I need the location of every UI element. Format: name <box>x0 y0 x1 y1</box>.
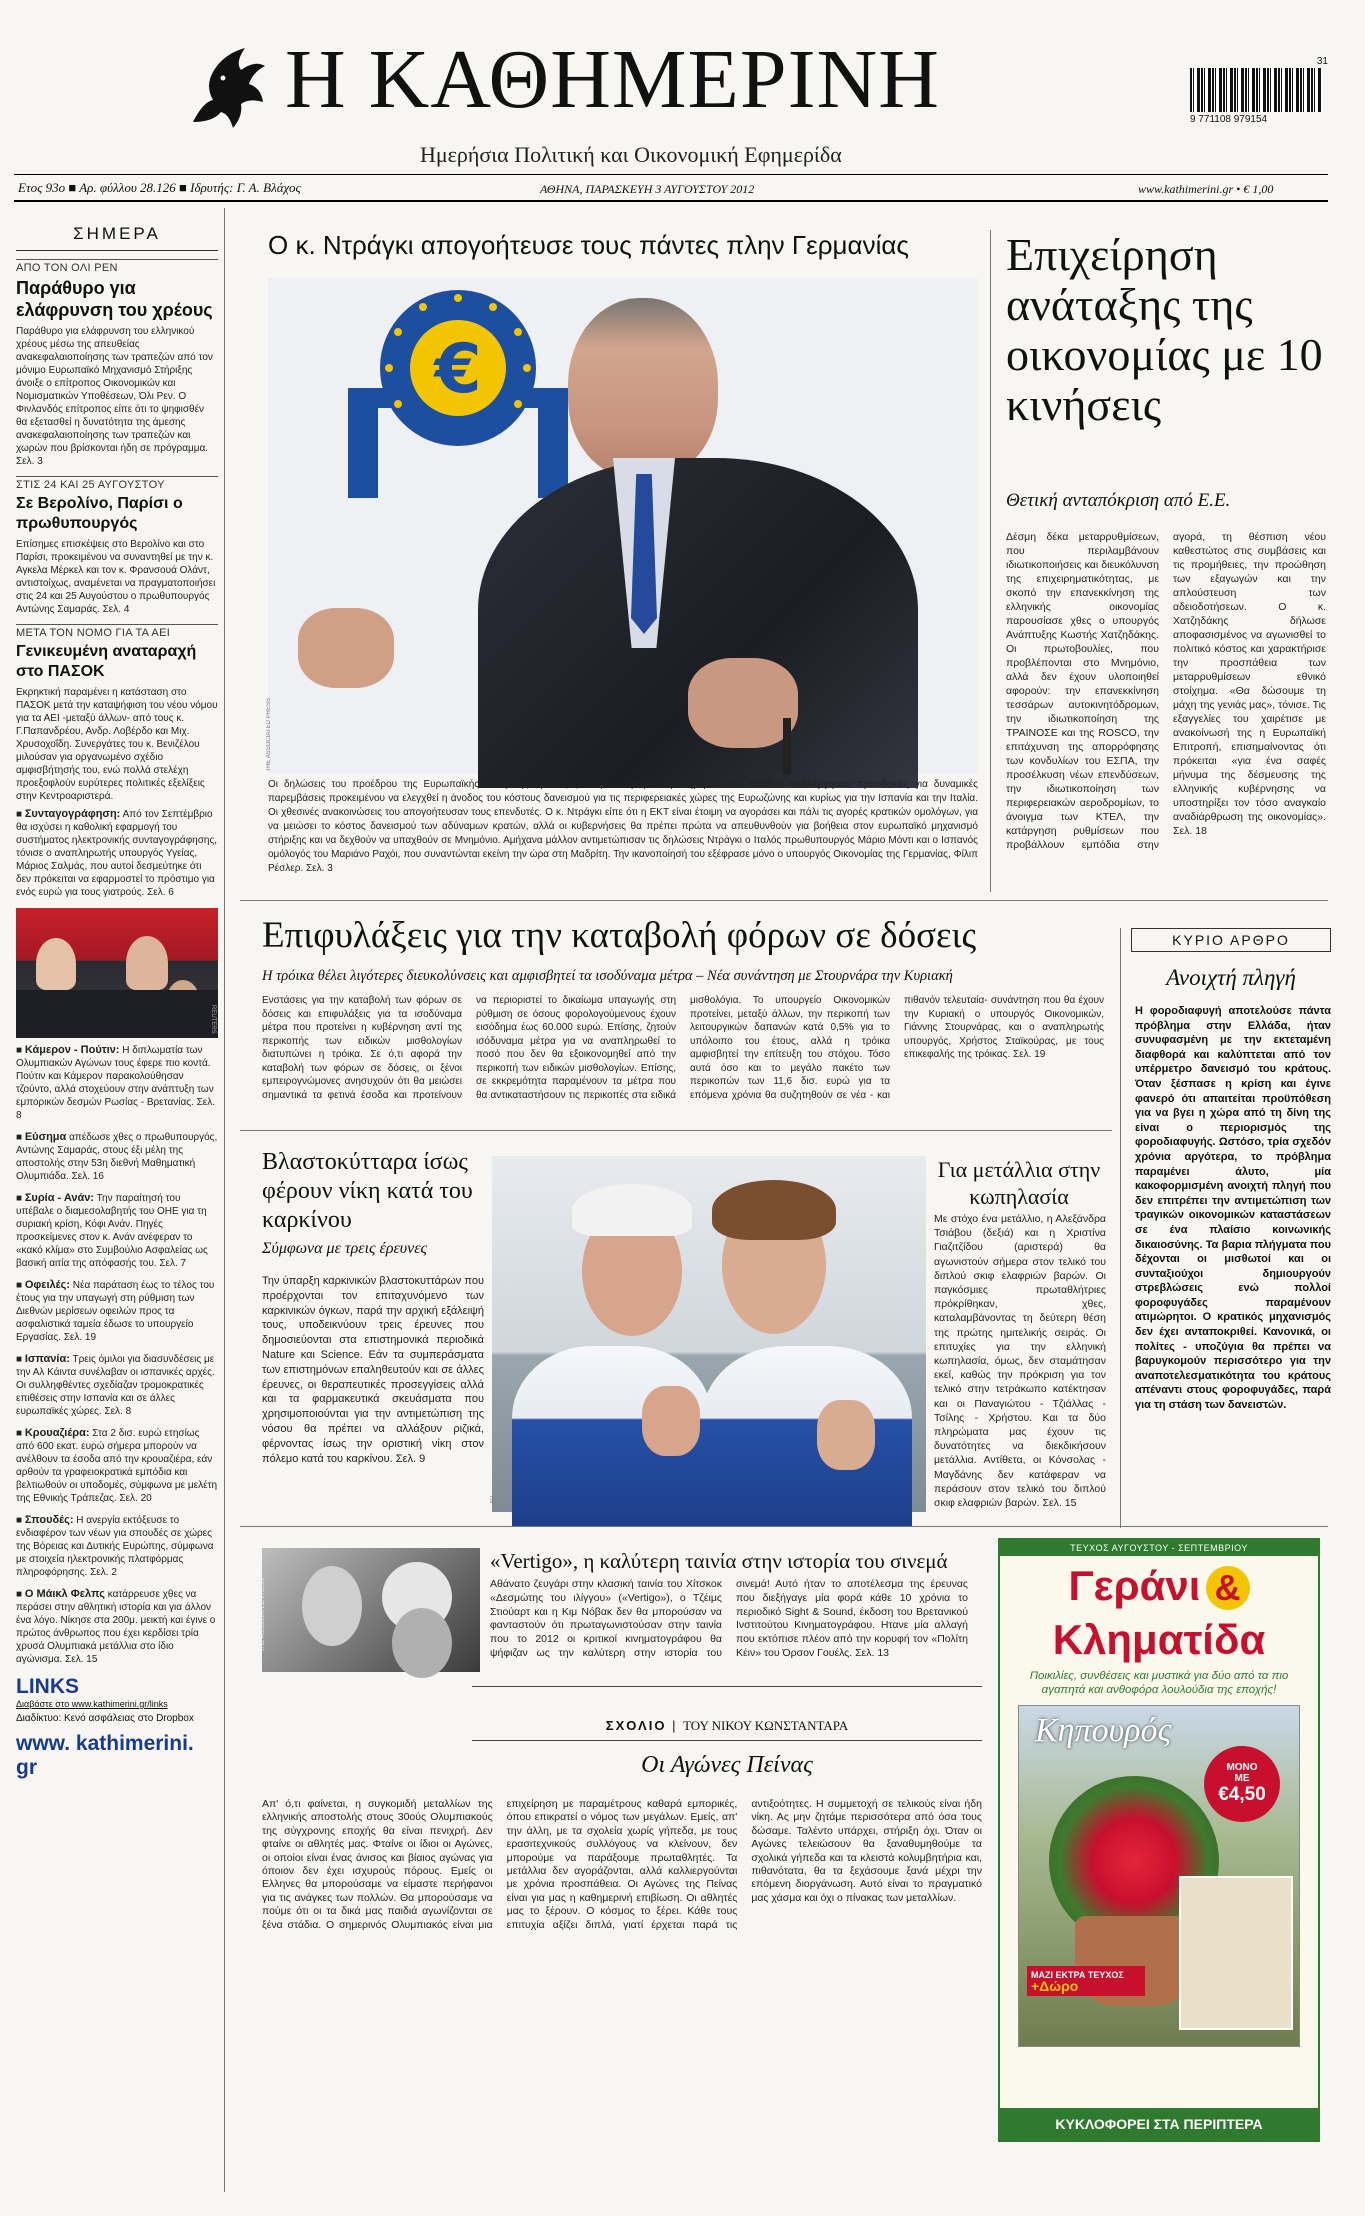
issue-info: Ετος 93ο ■ Αρ. φύλλου 28.126 ■ Ιδρυτής: Γ. Α. Βλάχος <box>18 180 301 195</box>
comment-title[interactable]: Οι Αγώνες Πείνας <box>641 1752 813 1778</box>
masthead <box>0 0 1365 196</box>
comment-body: Απ' ό,τι φαίνεται, η συγκομιδή μεταλλίων της ελληνικής αποστολής στους 30ούς Ολυμπιακούς της σύγχρονης εποχής θα είναι πενιχρή. Δεν φταίνε οι αθλητές μας. Φταίνε οι ίδιοι οι Αγώνες, οι οποίοι είναι ένας άνισος και βίαιος αγώνας για όποιον δεν έχει ισχυρούς πόρους. Εμείς οι Ελληνες θα μπορούσαμε να είμαστε περήφανοι για τις ανάγκες των πολλών. Θα μπορούσαμε να πούμε ότι οι τα δικά μας παιδιά αγωνίζονται σε ξένα στάδια. Ο σημερινός Ολυμπιακός είναι μια επιχείρηση με παραμέτρους καθαρά εμπορικές, όπου επικρατεί ο νόμος των μεγάλων. Εμείς, απ' την άλλη, με τα σχολεία χωρίς γήπεδα, με τους ερασιτεχνικούς συλλόγους να κλείνουν, δεν μπορούμε να παράξουμε πρωταθλητές. Τα μετάλλια δεν αγοράζονται, αλλά καλλιεργούνται με χρόνια προσπάθεια. Οι Αγώνες της Πείνας είναι για μας η καθημερινή επιβίωση. Οι αθλητές μας το ξέρουν. Ο κόσμος το ξέρει. Κάθε τους επιτυχία αξίζει διπλά, γιατί έρχεται παρά τις αντιξοότητες. Η συμμετοχή σε τελικούς είναι ήδη νίκη. Ας μην ζητάμε περισσότερα από όσα τους δώσαμε. Ταλέντο υπάρχει, στήριξη όχι. Όταν οι Αγώνες τελειώσουν θα ξαναθυμηθούμε τα σχολικά γήπεδα και τα κλειστά κολυμβητήρια και, πιθανότατα, θα τα ξεχάσουμε ξανά μέχρι την επόμενη διοργάνωση. Αυτό είναι το πραγματικό μας χάσμα και όχι ο πίνακας των μεταλλίων. <box>262 1798 982 1931</box>
links-sub[interactable]: Διαβάστε στο www.kathimerini.gr/links <box>16 1699 168 1709</box>
sidebar-story-title[interactable]: Γενικευμένη αναταραχή στο ΠΑΣΟΚ <box>16 643 197 680</box>
editorial-kicker: ΚΥΡΙΟ ΑΡΘΡΟ <box>1131 928 1331 952</box>
comment-kicker-row: ΣΧΟΛΙΟ | ΤΟΥ ΝΙΚΟΥ ΚΩΝΣΤΑΝΤΑΡΑ <box>605 1718 849 1733</box>
sidebar-story-title[interactable]: Σε Βερολίνο, Παρίσι ο πρωθυπουργός <box>16 495 183 532</box>
summit-photo: REUTERS <box>16 908 218 1038</box>
vertigo-headline[interactable]: «Vertigo», η καλύτερη ταινία στην ιστορία του σινεμά <box>490 1549 948 1573</box>
today-header: ΣΗΜΕΡΑ <box>16 208 218 251</box>
stem-headline[interactable]: Βλαστοκύτταρα ίσως φέρουν νίκη κατά του καρκίνου <box>262 1149 473 1233</box>
vertigo-photo: THE ASSOCIATED PRESS <box>262 1548 480 1672</box>
editorial-body: Η φοροδιαφυγή αποτελούσε πάντα πρόβλημα στην Ελλάδα, ήταν συνυφασμένη με την εκτεταμένη διαφθορά και καλύπτεται από τον υπέρμετρο δανεισμό του κράτους. Όταν ξέσπασε η κρίση και έγινε φανερό ότι απαιτείται προϋπόθεση για να βγει η χώρα από τη δίνη της είναι ο περιορισμός της φοροδιαφυγής. Ωστόσο, τρία σχεδόν χρόνια αργότερα, το πρόβλημα παραμένει άλυτο, μία κακοφορμισμένη ανοιχτή πληγή που δεν επιτρέπει την αντιμετώπιση των τραγικών οικονομικών καταστάσεων σε ένα πλαίσιο κοινωνικής δικαιοσύνης. Τα βαρια πλήγματα που δέχονται οι μισθωτοί και οι συνταξιούχοι δημιουργούν στρεβλώσεις ενώ πολλοί φοροφυγάδες παραμένουν ατιμώρητοι. Ο κρατικός μηχανισμός δεν έχει ανταποκριθεί. Κανονικά, οι πολίτες - υποζύγια θα πρέπει να βαρυγκομούν περισσότερο για την αναποτελεσματικότητα του κράτους απέναντι στους φοροφυγάδες, παρά για τη στάση των δανειστών. <box>1135 1005 1331 1412</box>
reform-subhead: Θετική ανταπόκριση από Ε.Ε. <box>1006 490 1231 511</box>
site-price: www.kathimerini.gr • € 1,00 <box>1138 182 1274 196</box>
griffin-logo-icon <box>183 42 269 134</box>
site-url[interactable]: www. kathimerini. gr <box>16 1732 194 1779</box>
masthead-subtitle: Ημερήσια Πολιτική και Οικονομική Εφημερίδα <box>420 142 842 167</box>
editorial-box <box>1120 928 1331 1528</box>
ad-title-2: Κληματίδα <box>1052 1616 1266 1663</box>
ad-amp: & <box>1206 1566 1250 1610</box>
euro-logo-icon <box>348 288 568 518</box>
vertigo-body: Αθάνατο ζευγάρι στην κλασική ταινία του Χίτσκοκ «Δεσμώτης του ιλίγγου» («Vertigo»), ο Τζέιμς Στιούαρτ και η Κιμ Νόβακ δεν θα μπορούσαν να φανταστούν ότι πρωταγωνιστούσαν στην ταινία που το 2012 οι κριτικοί κινηματογράφου θα ψήφιζαν ως την καλύτερη στην ιστορία του σινεμά! Αυτό ήταν το αποτέλεσμα της έρευνας που διεξήγαγε μία φορά κάθε 10 χρόνια το περιοδικό Sight & Sound, έκδοση του Βρετανικού Ινστιτούτου Κινηματογράφου. Ητανε μία αλλαγή που εκτόπισε πλέον από την κορυφή τον «Πολίτη Κέιν» του Όρσον Γουέλς. Σελ. 13 <box>490 1578 968 1659</box>
brief-item[interactable]: ■ Σπουδές: Η ανεργία εκτόξευσε το ενδιαφέρον των νέων για σπουδές σε χώρες της Βόρειας και Δυτικής Ευρώπης, σύμφωνα με στοιχεία ηλεκτρονικής πλατφόρμας πληροφόρησης. Σελ. 2 <box>16 1514 214 1578</box>
ad-extra: ΜΑΖΙ ΕΚΤΡΑ ΤΕΥΧΟΣ +Δώρο <box>1027 1966 1145 1996</box>
issue-date: ΑΘΗΝΑ, ΠΑΡΑΣΚΕΥΗ 3 ΑΥΓΟΥΣΤΟΥ 2012 <box>540 182 755 196</box>
links-box <box>16 1675 218 1780</box>
kicker: ΑΠΟ ΤΟΝ ΟΛΙ ΡΕΝ <box>16 259 218 274</box>
brief-item[interactable]: ■ Οφειλές: Νέα παράταση έως το τέλος του έτους για την υπαγωγή στη ρύθμιση των Διεθνών μερίσεων οφειλών προς τα ασφαλιστικά ταμεία έδωσε το υπουργείο Εργασίας. Σελ. 19 <box>16 1279 215 1343</box>
stem-subhead: Σύμφωνα με τρεις έρευνες <box>262 1240 428 1257</box>
sidebar-story-title[interactable]: Παράθυρο για ελάφρυνση του χρέους <box>16 278 213 320</box>
brief-item[interactable]: ■ Ο Μάικλ Φελπς κατάρρευσε χθες να περάσει στην αθλητική ιστορία και για άλλον ένα λόγο. Νίκησε στα 200μ. μεικτή και έγινε ο πρώτος άνθρωπος που έχει κερδίσει τρία χρυσά Ολυμπιακά μετάλλια στο ίδιο αγώνισμα. Σελ. 15 <box>16 1588 216 1665</box>
tax-body: Ενστάσεις για την καταβολή των φόρων σε δόσεις και επιφυλάξεις για τα ισοδύναμα μέτρα που προτείνει η κυβέρνηση αντί της περικοπής των ειδικών μισθολογίων διατυπώνει η τρόικα. Σε ό,τι αφορά την καταβολή των φόρων σε δόσεις, οι ξένοι εμπειρογνώμονες ανησυχούν ότι θα μειώσει σημαντικά τα φετινά έσοδα και προτείνουν να περιοριστεί το δικαίωμα υπαγωγής στη ρύθμιση σε όσους φορολογούμενους έχουν εισόδημα έως 60.000 ευρώ. Επίσης, ζητούν ισόδυναμα μέτρα για να αναπληρωθεί το ποσό που δεν θα εξοικονομηθεί από την περικοπή των ειδικών μισθολογίων. Επίσης, σε εκκρεμότητα παραμένουν τα μέτρα που θα αντικαταστήσουν τις περικοπές στα ειδικά μισθολόγια. Το υπουργείο Οικονομικών προτείνει, μεταξύ άλλων, την περικοπή των λειτουργικών δαπανών κατά 0,5% για το υπόλοιπο του έτους, αλλά η τρόικα αμφισβητεί την επίτευξη του στόχου. Τόσο αυτά όσο και το μεγάλο πακέτο των περικοπών των 11,6 δισ. ευρώ για τα επόμενα χρόνια θα συζητηθούν σε νέα - και πιθανόν τελευταία- συνάντηση που θα έχουν την Κυριακή ο υπουργός Οικονομικών, Γιάννης Στουρνάρας, και ο αναπληρωτής υπουργός, Χρήστος Σταϊκούρας, με τους επικεφαλής της τρόικας. Σελ. 19 <box>262 995 1104 1101</box>
tax-subhead: Η τρόικα θέλει λιγότερες διευκολύνσεις και αμφισβητεί τα ισοδύναμα μέτρα – Νέα συνάντηση με Στουρνάρα την Κυριακή <box>262 968 953 984</box>
ad-issue-banner: ΤΕΥΧΟΣ ΑΥΓΟΥΣΤΟΥ - ΣΕΠΤΕΜΒΡΙΟΥ <box>1000 1540 1318 1556</box>
sidebar-story-body: Παράθυρο για ελάφρυνση του ελληνικού χρέους μέσω της απευθείας ανακεφαλαιοποίησης των τραπεζών από τον μόνιμο Ευρωπαϊκό Μηχανισμό Στήριξης άνοιξε ο επίτροπος Οικονομικών και Νομισματικών Υποθέσεων, Όλι Ρεν. Ο Φινλανδός επίτροπος είπε ότι το ψηφισθέν θα εξετασθεί η δυνατότητα της άμεσης ανακεφαλαιοποίησης των τραπεζών και χωρών που βρίσκονται ήδη σε πρόγραμμα. Σελ. 3 <box>16 326 213 467</box>
brief-item[interactable]: ■ Κρουαζιέρα: Στα 2 δισ. ευρώ ετησίως από 600 εκατ. ευρώ σήμερα μπορούν να ανέλθουν τα έσοδα από την κρουαζιέρα, εάν αρθούν τα γραφειοκρατικά εμπόδια και βελτιωθούν οι υποδομές, σύμφωνα με μελέτη της Εθνικής Τράπεζας. Σελ. 20 <box>16 1427 218 1504</box>
lead-headline[interactable]: Ο κ. Ντράγκι απογοήτευσε τους πάντες πλην Γερμανίας <box>268 230 909 260</box>
brief-item[interactable]: ■ Ισπανία: Τρεις όμιλοι για διασυνδέσεις με την Αλ Κάιντα συνέλαβαν οι ισπανικές αρχές. Οι συλληφθέντες σχεδίαζαν τρομοκρατικές επιθέσεις στην Ισπανία και σε άλλες ευρωπαϊκές χώρες. Σελ. 8 <box>16 1353 215 1417</box>
editorial-title[interactable]: Ανοιχτή πληγή <box>1166 965 1296 990</box>
stem-body: Την ύπαρξη καρκινικών βλαστοκυττάρων που προέρχονται τον επιταχυνόμενο των καρκινικών όγκων, παρά την αρχική εξάλειψή τους, υποδεικνύουν τρεις έρευνες που δημοσιεύονται στα επιστημονικά περιοδικά Nature και Science. Εάν τα συμπεράσματα των επιστημόνων επαληθευτούν και σε άλλες έρευνες, οι θεραπευτικές προσεγγίσεις αλλά και τα φαρμακευτικά σκευάσματα που χρησιμοποιούνται για την αντιμετώπιση της νόσου θα πρέπει να αλλάξουν ριζικά, φέρνοντας ίσως την οριστική νίκη στον πόλεμο κατά του καρκίνου. Σελ. 9 <box>262 1275 484 1465</box>
masthead-title: Η ΚΑΘΗΜΕΡΙΝΗ <box>285 33 940 126</box>
brief-item[interactable]: ■ Συνταγογράφηση: Από τον Σεπτέμβριο θα ισχύσει η καθολική εφαρμογή του συστήματος ηλεκτρονικής συνταγογράφησης, τόνισε ο αναπληρωτής υπουργός Υγείας, Μάριος Σαλμάς, που αυτοί δεσμεύτηκε ότι δεν πρόκειται να εφαρμοστεί το πρόστιμο για ενός ευρώ για τους γιατρούς. Σελ. 6 <box>16 808 218 898</box>
reform-headline[interactable]: Επιχείρηση ανάταξης της οικονομίας με 10 κινήσεις <box>1006 229 1323 430</box>
kipouros-ad[interactable] <box>998 1538 1320 2142</box>
ad-description: Ποικιλίες, συνθέσεις και μυστικά για δύο από τα πιο αγαπητά και ανθοφόρα λουλούδια της εποχής! <box>1029 1670 1289 1696</box>
barcode: 31 9 771108 979154 <box>1190 56 1328 125</box>
links-title: LINKS <box>16 1675 79 1698</box>
sidebar-story-body: Επίσημες επισκέψεις στο Βερολίνο και στο Παρίσι, προκειμένου να συναντηθεί με την κ. Αγκελα Μέρκελ και τον κ. Φρανσουά Ολάντ, αντιστοίχως, αναμένεται να πραγματοποιήσει στις 24 και 25 Αυγούστου ο πρωθυπουργός Αντώνης Σαμαράς. Σελ. 4 <box>16 539 216 615</box>
comment-author: ΤΟΥ ΝΙΚΟΥ ΚΩΝΣΤΑΝΤΑΡΑ <box>683 1718 849 1733</box>
kicker: ΣΤΙΣ 24 ΚΑΙ 25 ΑΥΓΟΥΣΤΟΥ <box>16 476 218 491</box>
links-item[interactable]: Διαδίκτυο: Κενό ασφάλειας στο Dropbox <box>16 1713 194 1724</box>
brief-item[interactable]: ■ Κάμερον - Πούτιν: Η διπλωματία των Ολυμπιακών Αγώνων τους έφερε πιο κοντά. Πούτιν και Κάμερον παρακολούθησαν τζούντο, αλλά στοχεύουν στην ανάπτυξη των εμπορικών δεσμών Ρωσίας - Βρετανίας. Σελ. 8 <box>16 1044 216 1121</box>
lead-caption: Οι δηλώσεις του προέδρου της Ευρωπαϊκής Κεντρικής Τράπεζας, Μάριο Ντράγκι, προ ημερών στο Λονδίνο καλλιέργησαν προσδοκίες για δυναμικές παρεμβάσεις προκειμένου να ελεγχθεί η άνοδος του κόστους δανεισμού για τις περιφερειακές χώρες της Ευρωζώνης και κυρίως για την Ισπανία και την Ιταλία. Οι χθεσινές ανακοινώσεις του απογοήτευσαν τους επενδυτές. Ο κ. Ντράγκι είπε ότι η ΕΚΤ είναι έτοιμη να αγοράσει και πάλι τις αγορές κρατικών ομολόγων, για να μειώσει το κόστος δανεισμού των αδύναμων κρατών, αλλά οι κυβερνήσεις θα πρέπει πρώτα να απευθυνθούν για βοήθεια στον ευρωπαϊκό μηχανισμό στήριξης και να δεχθούν να υπαχθούν σε Μνημόνιο. Αμήχανα μάλλον αντιμετώπισαν τις δηλώσεις Ντράγκι ο Ιταλός πρωθυπουργός Μάριο Μόντι και ο Ισπανός ομόλογός του Μαριάνο Ραχόι, που συναντώνται εκείνη την ώρα στη Μαδρίτη. Την ικανοποίησή του εξέφρασε μόνο ο υπουργός Οικονομίας της Γερμανίας, Φίλιπ Ρέσλερ. Σελ. 3 <box>268 779 978 874</box>
tax-headline[interactable]: Επιφυλάξεις για την καταβολή φόρων σε δόσεις <box>262 915 977 956</box>
medal-headline[interactable]: Για μετάλλια στην κωπηλασία <box>937 1157 1101 1209</box>
comment-kicker: ΣΧΟΛΙΟ <box>605 1718 667 1733</box>
ad-price-badge: ΜΟΝΟ ΜΕ €4,50 <box>1204 1746 1280 1822</box>
ad-footer: ΚΥΚΛΟΦΟΡΕΙ ΣΤΑ ΠΕΡΙΠΤΕΡΑ <box>1000 2108 1318 2140</box>
medal-body: Με στόχο ένα μετάλλιο, η Αλεξάνδρα Τσιάβου (δεξιά) και η Χριστίνα Γιαζιτζίδου (αριστερά) θα αγωνιστούν σήμερα στον τελικό του διπλού σκιφ ελαφριών βαρών. Οι παγκόσμιες πρωταθλήτριες πρόκρίθηκαν, χθες, καταλαμβάνοντας τη δεύτερη θέση της πρώτης ημιτελικής σειράς. Οι επιτυχίες για την ελληνική κωπηλασία, όμως, δεν σταμάτησαν εκεί, καθώς την πρόκριση για τον τελικό στην τετράκωπο κατέκτησαν και οι Παναγιώτου - Τζιάλλας - Τσίλης - Χρήστου. Και τα δύο πληρώματα μας έχουν τις δυνατότητες να διεκδικήσουν μετάλλια. Αντίθετα, οι Κόνσολας - Μαγδάνης δεν κατάφεραν να περάσουν στον τελικό του διπλού σκιφ ελαφριών βαρών. Σελ. 15 <box>934 1213 1106 1510</box>
ad-title-1: Γεράνι <box>1068 1562 1201 1609</box>
svg-text:€: € <box>434 330 482 409</box>
sidebar-story-body: Εκρηκτική παραμένει η κατάσταση στο ΠΑΣΟΚ μετά την καταψήφιση του νέου νόμου για τα ΑΕΙ -μεταξύ άλλων- από τους κ. Γ.Παπανδρέου, Ανδρ. Λοβέρδο και Μιχ. Χρυσοχοΐδη. Συνεργάτες του κ. Βενιζέλου μιλούσαν για οργανωμένο σχέδιο αμφισβήτησής του, ενώ πολλά στελέχη προεξοφλούν ευρύτερες πολιτικές εξελίξεις στην Κεντροαριστερά. <box>16 687 218 802</box>
draghi-photo: € THE ASSOCIATED PRESS <box>268 278 978 774</box>
kicker: ΜΕΤΑ ΤΟΝ ΝΟΜΟ ΓΙΑ ΤΑ ΑΕΙ <box>16 624 218 639</box>
barcode-number: 9 771108 979154 <box>1190 114 1268 125</box>
brief-item[interactable]: ■ Συρία - Ανάν: Την παραίτησή του υπέβαλε ο διαμεσολαβητής του ΟΗΕ για τη συριακή κρίση, Κόφι Ανάν. Πηγές προσκείμενες στον κ. Ανάν ανέφεραν το «κακό κλίμα» στο Συμβούλιο Ασφαλείας ως βασική αιτία της απόφασής του. Σελ. 7 <box>16 1192 208 1269</box>
rowers-photo: AP <box>492 1156 926 1512</box>
ad-magazine-cover <box>1018 1705 1300 2047</box>
left-sidebar <box>16 208 218 2198</box>
ad-magazine-name: Κηπουρός <box>1035 1712 1172 1749</box>
barcode-bars-icon <box>1190 68 1322 112</box>
reform-body: Δέσμη δέκα μεταρρυθμίσεων, που περιλαμβάνουν ιδιωτικοποιήσεις και διευκόλυνση της επιχειρηματικότητας, με σκοπό την επανεκκίνηση της ελληνικής οικονομίας παρουσίασε χθες ο υπουργός Ανάπτυξης Κωστής Χατζηδάκης. Οι πρωτοβουλίες, που προβλέπονται στο Μνημόνιο, αλλά δεν έχουν υλοποιηθεί αφορούν: την επανεκκίνηση τεσσάρων αυτοκινητόδρομων, την ιδιωτικοποίηση της ΤΡΑΙΝΟΣΕ και της ROSCO, την επιτάχυνση της απορρόφησης των κονδυλίων του ΕΣΠΑ, την προσέλκυση νέων επενδύσεων, την ιδιωτικοποίηση των περιφερειακών αεροδρομίων, το άνοιγμα των ΚΤΕΛ, την κατάργηση ρυθμίσεων που προβάλλουν εμπόδια στην αγορά, τη θέσπιση νέου καθεστώτος στις συμβάσεις και τις προμήθειες, την προώθηση των εξαγωγών και την απλούστευση των αδειοδοτήσεων. Ο κ. Χατζηδάκης δήλωσε αποφασισμένος να αγωνισθεί το πολιτικό κόστος και χαρακτήρισε την προσπάθεια των μεταρρυθμίσεων εθνικό στοίχημα. «Θα δώσουμε τη μάχη της γενιάς μας», τόνισε. Τις εξαγγελίες του χαιρέτισε με ανακοίνωσή της η Ευρωπαϊκή Επιτροπή, επισημαίνοντας ότι πρόκειται «για ένα σαφές μήνυμα της δέσμευσης της ελληνικής κυβέρνησης να υποστηρίξει τον τόσο αναγκαίο αναδιάρθρωση της οικονομίας». Σελ. 18 <box>1006 531 1326 851</box>
brief-item[interactable]: ■ Εύσημα απέδωσε χθες ο πρωθυπουργός, Αντώνης Σαμαράς, στους έξι μέλη της αποστολής στην 53η διεθνή Μαθηματική Ολυμπιάδα. Σελ. 16 <box>16 1131 218 1182</box>
